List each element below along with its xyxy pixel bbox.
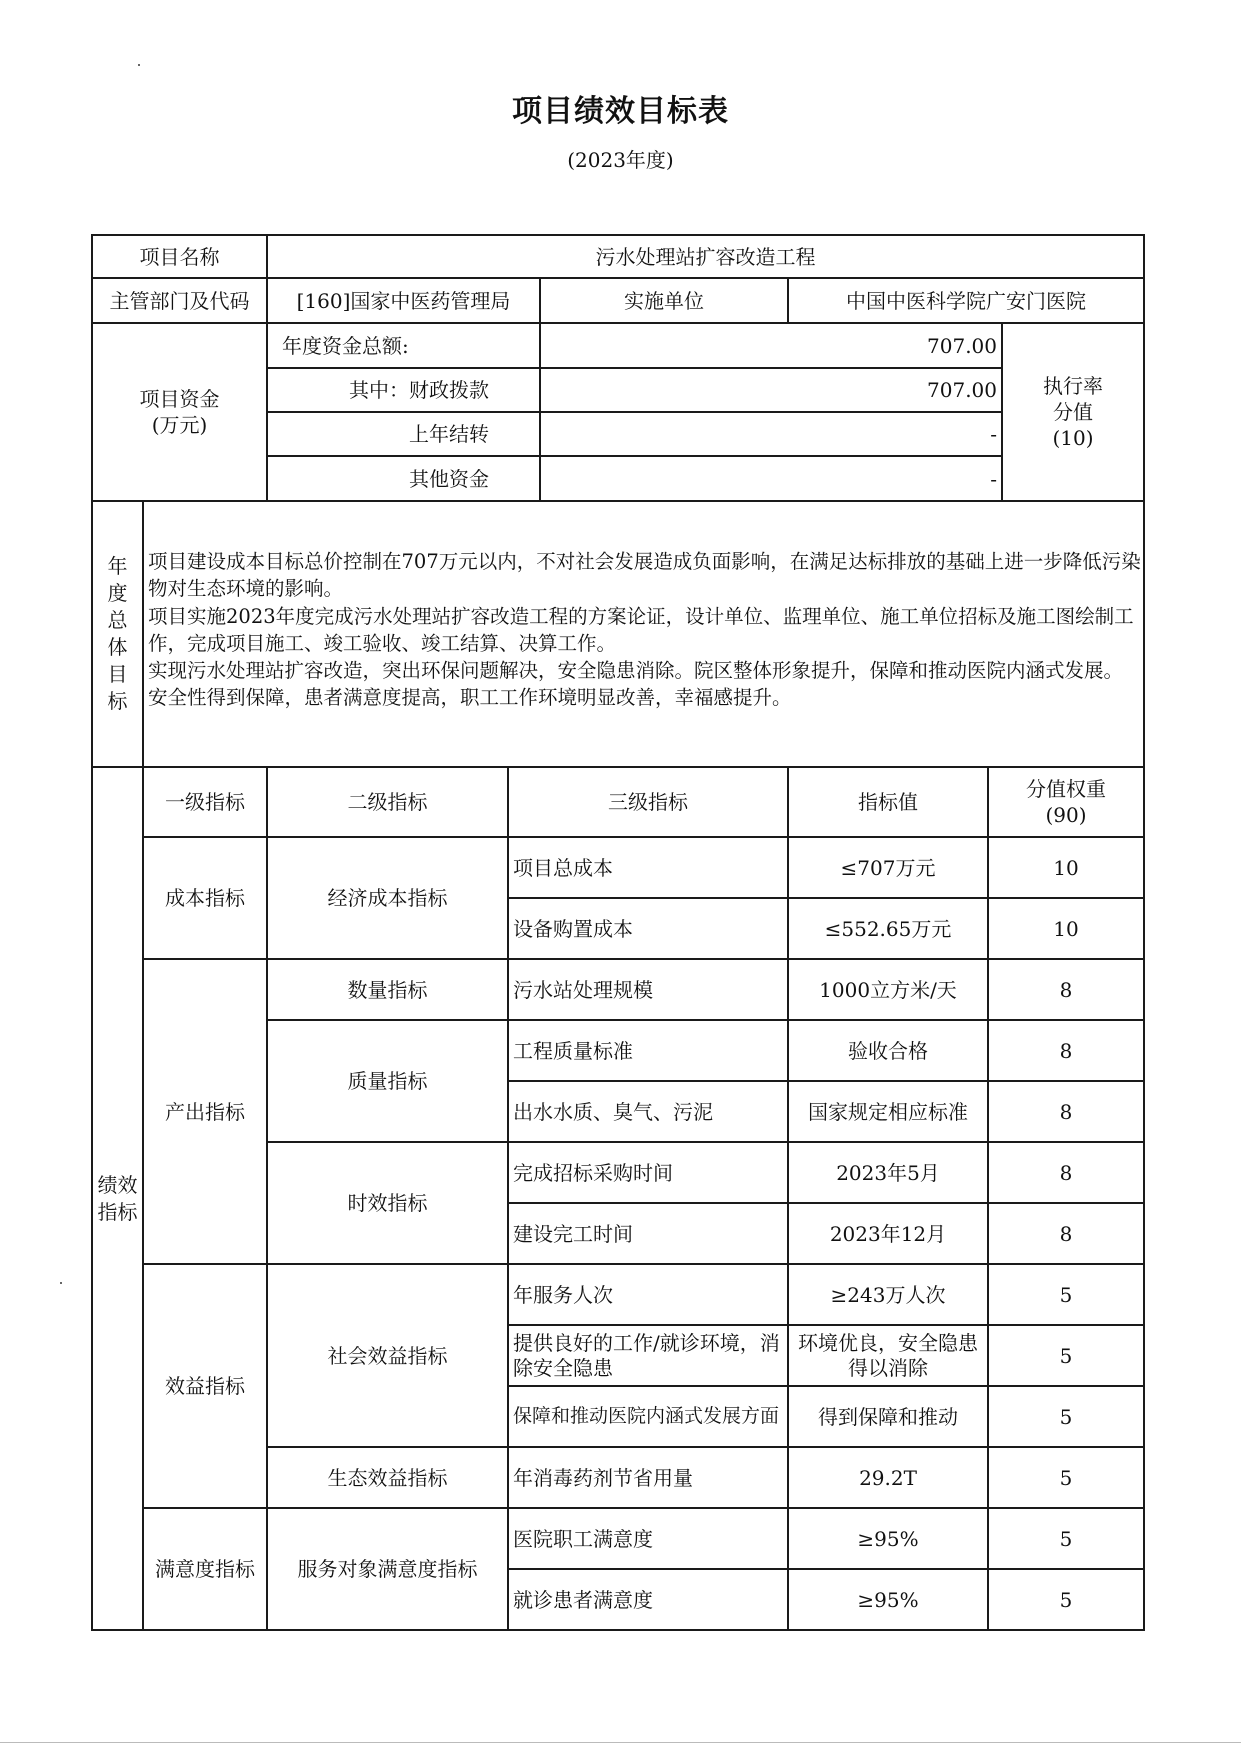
funds-fiscal-value: 707.00	[540, 368, 1002, 412]
perf-label-line1: 绩效	[97, 1172, 138, 1197]
execution-rate-line1: 执行率	[1043, 374, 1104, 398]
annual-goal-row	[92, 501, 1144, 767]
value-cell: 1000立方米/天	[788, 959, 988, 1020]
header-level3: 三级指标	[508, 767, 788, 837]
value-cell: ≥243万人次	[788, 1264, 988, 1325]
level3-cell: 年消毒药剂节省用量	[508, 1447, 788, 1508]
value-cell: ≥95%	[788, 1508, 988, 1569]
weight-cell: 5	[988, 1569, 1144, 1630]
value-cell: 验收合格	[788, 1020, 988, 1081]
funds-total-value: 707.00	[540, 323, 1002, 368]
execution-rate-line2: 分值	[1053, 400, 1094, 424]
goal-paragraph: 项目实施2023年度完成污水处理站扩容改造工程的方案论证，设计单位、监理单位、施工单位招标及施工图绘制工作，完成项目施工、竣工验收、竣工结算、决算工作。	[148, 604, 1134, 655]
level3-cell: 建设完工时间	[508, 1203, 788, 1264]
funds-carryover-value: -	[540, 412, 1002, 456]
funds-label	[92, 323, 267, 501]
project-name-label: 项目名称	[92, 235, 267, 278]
level3-cell: 项目总成本	[508, 837, 788, 898]
funds-label-line1: 项目资金	[139, 387, 220, 411]
header-value: 指标值	[788, 767, 988, 837]
header-weight-line2: (90)	[1045, 803, 1087, 827]
goal-paragraph: 项目建设成本目标总价控制在707万元以内，不对社会发展造成负面影响，在满足达标排放的基础上进一步降低污染物对生态环境的影响。	[148, 550, 1141, 601]
weight-cell: 5	[988, 1264, 1144, 1325]
weight-cell: 5	[988, 1508, 1144, 1569]
value-cell: ≤552.65万元	[788, 898, 988, 959]
level3-cell: 完成招标采购时间	[508, 1142, 788, 1203]
implementing-unit-value: 中国中医科学院广安门医院	[788, 278, 1144, 323]
scan-speck	[138, 64, 140, 66]
goal-char: 标	[107, 689, 128, 713]
value-cell: 得到保障和推动	[788, 1386, 988, 1447]
value-cell: ≥95%	[788, 1569, 988, 1630]
header-weight-line1: 分值权重	[1026, 777, 1107, 801]
value-cell: ≤707万元	[788, 837, 988, 898]
level3-cell: 提供良好的工作/就诊环境，消除安全隐患	[508, 1325, 788, 1386]
level1-cost: 成本指标	[143, 837, 267, 959]
execution-rate-line3: (10)	[1052, 426, 1094, 450]
weight-cell: 8	[988, 1203, 1144, 1264]
annual-goal-text	[143, 501, 1144, 767]
project-name-value: 污水处理站扩容改造工程	[267, 235, 1144, 278]
weight-cell: 8	[988, 1142, 1144, 1203]
weight-cell: 8	[988, 959, 1144, 1020]
level1-benefit: 效益指标	[143, 1264, 267, 1508]
level1-satisfaction: 满意度指标	[143, 1508, 267, 1630]
level2-quantity: 数量指标	[267, 959, 508, 1020]
value-cell: 国家规定相应标准	[788, 1081, 988, 1142]
perf-label	[92, 767, 143, 1630]
header-level2: 二级指标	[267, 767, 508, 837]
weight-cell: 8	[988, 1020, 1144, 1081]
perf-header-row	[92, 767, 1144, 837]
table-row	[92, 1264, 1144, 1325]
level3-cell: 设备购置成本	[508, 898, 788, 959]
header-level1: 一级指标	[143, 767, 267, 837]
value-cell: 2023年5月	[788, 1142, 988, 1203]
weight-cell: 10	[988, 898, 1144, 959]
level2-quality: 质量指标	[267, 1020, 508, 1142]
goal-char: 总	[107, 608, 128, 632]
level2-service-satisfaction: 服务对象满意度指标	[267, 1508, 508, 1630]
funds-total-label: 年度资金总额:	[267, 323, 540, 368]
level3-cell: 出水水质、臭气、污泥	[508, 1081, 788, 1142]
value-cell: 29.2T	[788, 1447, 988, 1508]
goal-char: 体	[107, 635, 128, 659]
value-cell: 2023年12月	[788, 1203, 988, 1264]
funds-label-line2: (万元)	[151, 413, 208, 437]
goal-char: 年	[107, 554, 128, 578]
funds-row	[92, 323, 1144, 368]
level1-output: 产出指标	[143, 959, 267, 1264]
level3-cell: 就诊患者满意度	[508, 1569, 788, 1630]
table-row	[92, 1508, 1144, 1569]
header-weight	[988, 767, 1144, 837]
value-cell: 环境优良，安全隐患得以消除	[788, 1325, 988, 1386]
level3-cell: 保障和推动医院内涵式发展方面	[508, 1386, 788, 1447]
performance-target-table	[91, 234, 1145, 1631]
funds-fiscal-label: 其中：财政拨款	[267, 368, 540, 412]
weight-cell: 8	[988, 1081, 1144, 1142]
level3-cell: 污水站处理规模	[508, 959, 788, 1020]
page-title: 项目绩效目标表	[512, 94, 729, 129]
weight-cell: 5	[988, 1325, 1144, 1386]
goal-char: 目	[107, 662, 128, 686]
project-name-row	[92, 235, 1144, 278]
level2-eco-benefit: 生态效益指标	[267, 1447, 508, 1508]
level2-social-benefit: 社会效益指标	[267, 1264, 508, 1447]
funds-other-label: 其他资金	[267, 456, 540, 501]
funds-other-value: -	[540, 456, 1002, 501]
table-row	[92, 959, 1144, 1020]
implementing-unit-label: 实施单位	[540, 278, 788, 323]
level2-economic-cost: 经济成本指标	[267, 837, 508, 959]
level3-cell: 年服务人次	[508, 1264, 788, 1325]
department-row	[92, 278, 1144, 323]
weight-cell: 5	[988, 1447, 1144, 1508]
page-subtitle: (2023年度)	[567, 148, 674, 172]
scan-speck	[60, 1282, 62, 1284]
funds-carryover-label: 上年结转	[267, 412, 540, 456]
level3-cell: 工程质量标准	[508, 1020, 788, 1081]
scan-edge-line	[0, 1742, 1241, 1743]
goal-char: 度	[107, 581, 128, 605]
perf-label-line2: 指标	[97, 1199, 138, 1224]
department-label: 主管部门及代码	[92, 278, 267, 323]
weight-cell: 5	[988, 1386, 1144, 1447]
level2-timeliness: 时效指标	[267, 1142, 508, 1264]
annual-goal-label	[92, 501, 143, 767]
weight-cell: 10	[988, 837, 1144, 898]
department-value: [160]国家中医药管理局	[267, 278, 540, 323]
execution-rate-score	[1002, 323, 1144, 501]
goal-paragraph: 实现污水处理站扩容改造，突出环保问题解决，安全隐患消除。院区整体形象提升，保障和推动医院内涵式发展。安全性得到保障，患者满意度提高，职工工作环境明显改善，幸福感提升。	[148, 659, 1124, 710]
level3-cell: 医院职工满意度	[508, 1508, 788, 1569]
table-row	[92, 837, 1144, 898]
